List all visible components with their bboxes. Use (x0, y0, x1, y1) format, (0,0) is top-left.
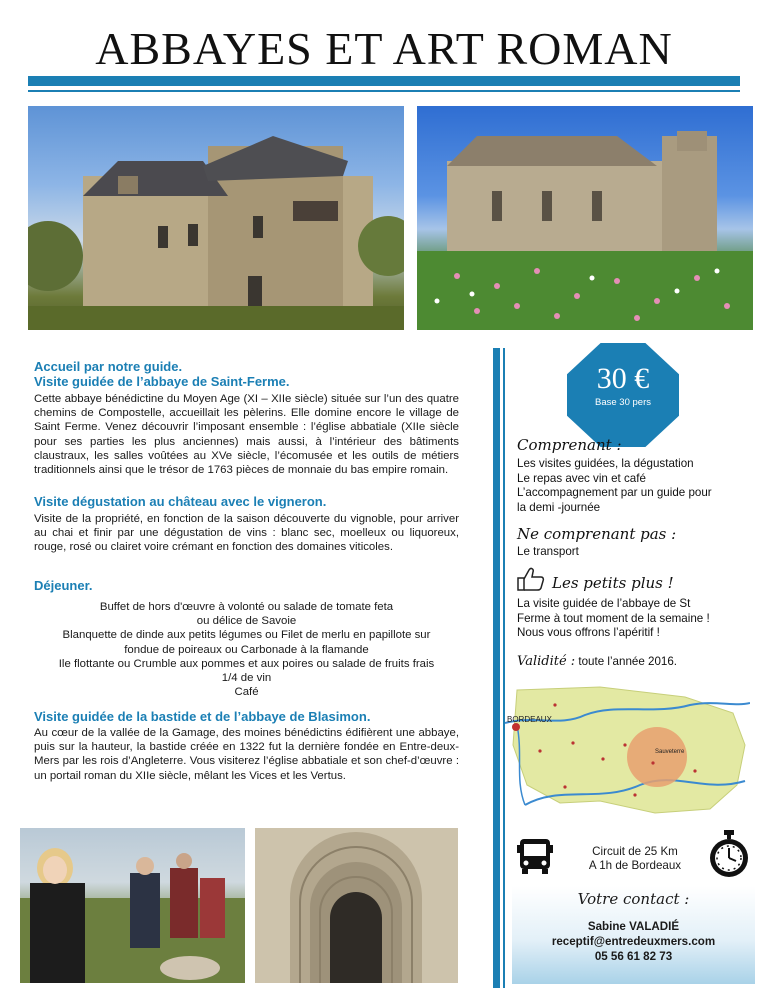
comprenant-item: L’accompagnement par un guide pour (517, 486, 712, 500)
circuit-distance: Circuit de 25 Km (592, 845, 678, 858)
menu-line: Ile flottante ou Crumble aux pommes et aux poires ou salade de fruits frais (58, 657, 435, 670)
region-map (505, 685, 750, 815)
menu-line: Café (234, 686, 259, 699)
map-label-sauveterre: Sauveterre (655, 749, 685, 755)
column-divider-thick (493, 348, 500, 988)
plus-heading: Les petits plus ! (552, 574, 674, 592)
menu-line: 1/4 de vin (221, 672, 272, 685)
plus-item: Nous vous offrons l’apéritif ! (517, 626, 660, 640)
comprenant-item: la demi -journée (517, 500, 601, 514)
comprenant-heading: Comprenant : (517, 436, 622, 454)
contact-name: Sabine VALADIÉ (587, 920, 680, 933)
contact-phone[interactable]: 05 56 61 82 73 (594, 950, 673, 963)
saint-ferme-heading: Visite guidée de l’abbaye de Saint-Ferme. (34, 374, 290, 389)
menu-line: Blanquette de dinde aux petits légumes ou Filet de merlu en papillote sur (62, 629, 431, 642)
ne-comprenant-text: Le transport (517, 545, 579, 558)
intro-heading: Accueil par notre guide. (34, 359, 183, 374)
contact-heading: Votre contact : (577, 890, 690, 908)
plus-item: La visite guidée de l’abbaye de St (517, 597, 691, 610)
degustation-paragraph: Visite de la propriété, en fonction de la saison découverte du vignoble, pour arriver au chai et finir par une dégustation de vins : blanc sec, moelleux ou liquoreux, rouge, rosé ou clairet voire crémant en fonction des domaines viticoles. (34, 513, 459, 554)
degustation-heading: Visite dégustation au château avec le vigneron. (34, 494, 327, 509)
menu-line: Buffet de hors d'œuvre à volonté ou salade de tomate feta (99, 601, 394, 613)
page-title: ABBAYES ET ART ROMAN (95, 23, 673, 74)
comprenant-list (517, 457, 747, 515)
menu-line: fondue de poireaux ou Carbonade à la flamande (124, 643, 369, 656)
comprenant-item: Le repas avec vin et café (517, 471, 646, 485)
comprenant-item: Les visites guidées, la dégustation (517, 457, 694, 470)
plus-item: Ferme à tout moment de la semaine ! (517, 611, 710, 625)
bus-icon (515, 836, 555, 876)
column-divider-thin (503, 348, 505, 988)
validite-line (517, 655, 747, 670)
menu-line: ou délice de Savoie (196, 615, 297, 628)
contact-email[interactable]: receptif@entredeuxmers.com (551, 935, 716, 948)
thumbs-up-icon (515, 566, 545, 592)
stopwatch-icon (708, 830, 750, 878)
blasimon-heading: Visite guidée de la bastide et de l’abbaye de Blasimon. (34, 709, 371, 724)
title-underline-thin (28, 90, 740, 92)
validite-label: Validité : (517, 654, 576, 669)
photo-guided-group (20, 828, 245, 983)
photo-abbey-church-flowers (417, 106, 753, 330)
blasimon-paragraph: Au cœur de la vallée de la Gamage, des moines bénédictins édifièrent une abbaye, puis sur la hauteur, la bastide créée en 1322 fut la dernière fondée en Entre-deux-Mers par les rois d’Angleterre. Vous visiterez l’église abbatiale et son chef-d’œuvre : un portail roman du XIIe siècle, mêlant les Vices et les Vertus. (34, 727, 459, 782)
price-basis: Base 30 pers (595, 397, 651, 408)
lunch-menu (34, 600, 459, 699)
circuit-info (570, 845, 700, 873)
ne-comprenant-heading: Ne comprenant pas : (517, 525, 677, 543)
photo-castle-saint-ferme (28, 106, 404, 330)
saint-ferme-paragraph: Cette abbaye bénédictine du Moyen Age (XI – XIIe siècle) située sur l’un des quatre chemins de Compostelle, accueillait les pèlerins. Elle domine encore le village de Saint Ferme. Venez découvrir l’imposant ensemble : l’église abbatiale (XIIe siècle pour ses parties les plus anciennes) mais aussi, à l’intérieur des bâtiments claustraux, les salles voûtées au XVe siècle, l’écomusée et les outils de métiers traditionnels ainsi que le trésor de 1763 pièces de monnaie du bas empire romain. (34, 393, 459, 477)
plus-list (517, 597, 747, 641)
dejeuner-heading: Déjeuner. (34, 578, 93, 593)
photo-romanesque-portal (255, 828, 458, 983)
validite-value: toute l’année 2016. (575, 655, 678, 668)
title-underline-bar (28, 76, 740, 86)
circuit-time: A 1h de Bordeaux (588, 859, 682, 872)
price-value: 30 € (596, 362, 650, 395)
map-label-bordeaux: BORDEAUX (507, 715, 552, 724)
